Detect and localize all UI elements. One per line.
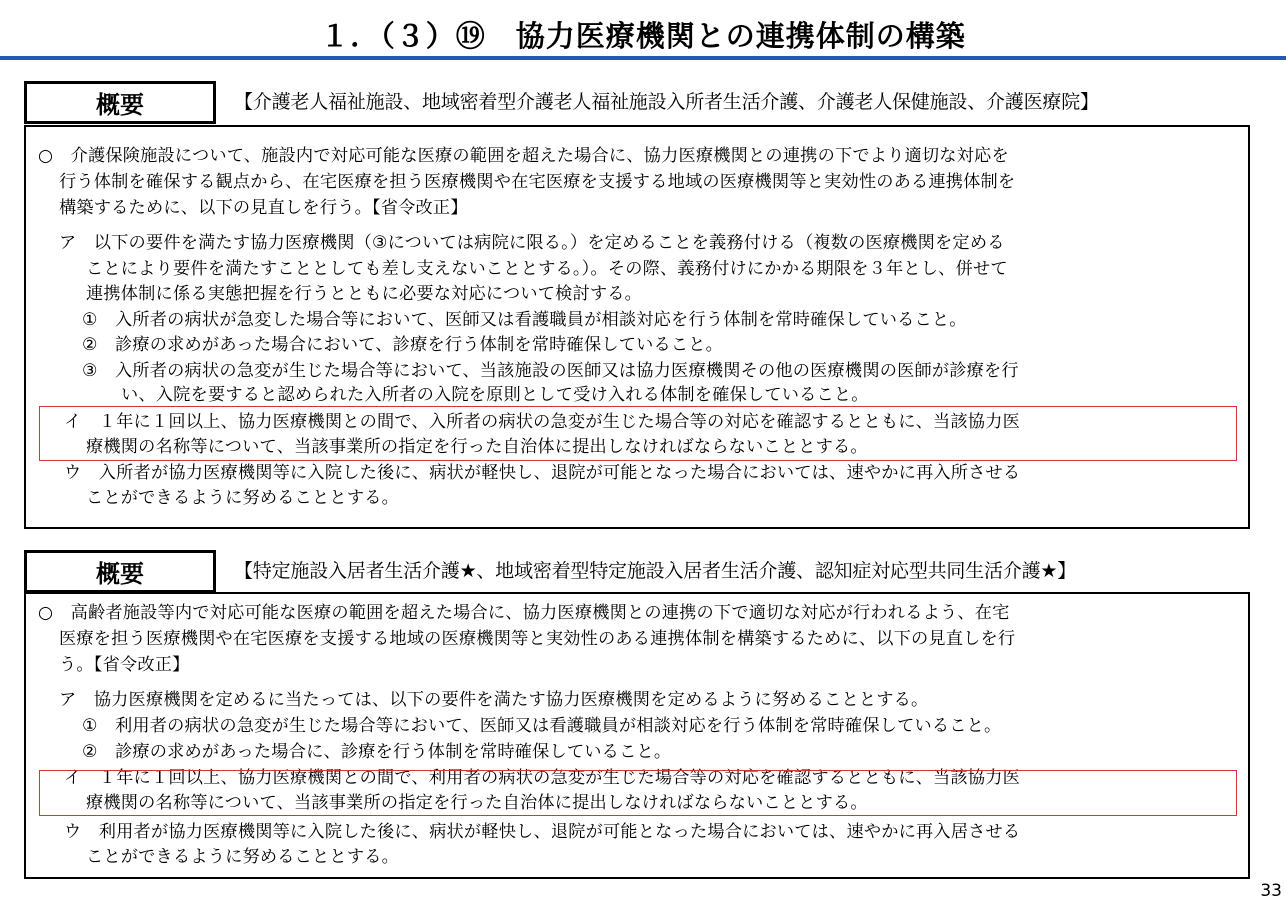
panel-1-line: 療機関の名称等について、当該事業所の指定を行った自治体に提出しなければならないこととする。: [86, 437, 868, 457]
panel-2-line: ウ 利用者が協力医療機関等に入院した後に、病状が軽快し、退院が可能となった場合においては、速やかに再入居させる: [64, 822, 1021, 842]
panel-1-line: イ １年に１回以上、協力医療機関との間で、入所者の病状の急変が生じた場合等の対応を確認するとともに、当該協力医: [64, 412, 1020, 432]
panel-1-highlight-box: [39, 406, 1237, 461]
panel-1-line: 行う体制を確保する観点から、在宅医療を担う医療機関や在宅医療を支援する地域の医療機関等と実効性のある連携体制を: [59, 172, 1016, 192]
panel-1-line: ことができるように努めることとする。: [86, 488, 399, 508]
panel-1-line: ことにより要件を満たすこととしても差し支えないこととする。）。その際、義務付けにかかる期限を３年とし、併せて: [86, 259, 1008, 279]
panel-2-line: ○ 高齢者施設等内で対応可能な医療の範囲を超えた場合に、協力医療機関との連携の下で適切な対応が行われるよう、在宅: [38, 603, 1010, 623]
panel-1-line: ③ 入所者の病状の急変が生じた場合等において、当該施設の医師又は協力医療機関その他の医療機関の医師が診療を行: [82, 361, 1019, 381]
panel-1-header: [24, 81, 1286, 121]
panel-1-line: ① 入所者の病状が急変した場合等において、医師又は看護職員が相談対応を行う体制を常時確保していること。: [82, 310, 967, 330]
panel-1-label: 概要: [24, 81, 216, 124]
panel-2-line: ② 診療の求めがあった場合に、診療を行う体制を常時確保していること。: [82, 742, 672, 762]
title-underline: [0, 56, 1286, 60]
panel-2-line: イ １年に１回以上、協力医療機関との間で、利用者の病状の急変が生じた場合等の対応を確認するとともに、当該協力医: [64, 768, 1020, 788]
panel-2-line: う。【省令改正】: [59, 655, 190, 675]
panel-2-header: [24, 550, 1286, 590]
panel-1-body: [24, 125, 1250, 529]
panel-1-line: 構築するために、以下の見直しを行う。【省令改正】: [59, 198, 468, 218]
panel-1-line: ○ 介護保険施設について、施設内で対応可能な医療の範囲を超えた場合に、協力医療機関との連携の下でより適切な対応を: [38, 146, 1009, 166]
panel-2-line: 医療を担う医療機関や在宅医療を支援する地域の医療機関等と実効性のある連携体制を構築するために、以下の見直しを行: [59, 629, 1016, 649]
page-title: １．（３）⑲ 協力医療機関との連携体制の構築: [320, 19, 966, 53]
panel-1-target: 【介護老人福祉施設、地域密着型介護老人福祉施設入所者生活介護、介護老人保健施設、介護医療院】: [234, 91, 1099, 113]
panel-1-line: 連携体制に係る実態把握を行うとともに必要な対応について検討する。: [86, 284, 643, 304]
panel-1-line: ア 以下の要件を満たす協力医療機関（③については病院に限る。）を定めることを義務付ける（複数の医療機関を定める: [59, 233, 1005, 253]
panel-2-line: ことができるように努めることとする。: [86, 847, 399, 867]
panel-2-body: [24, 592, 1250, 879]
panel-1-line: い、入院を要すると認められた入所者の入院を原則として受け入れる体制を確保していること。: [121, 385, 869, 405]
panel-1-line: ウ 入所者が協力医療機関等に入院した後に、病状が軽快し、退院が可能となった場合においては、速やかに再入所させる: [64, 463, 1021, 483]
panel-2-line: ① 利用者の病状の急変が生じた場合等において、医師又は看護職員が相談対応を行う体制を常時確保していること。: [82, 716, 1002, 736]
panel-2-label: 概要: [24, 550, 216, 593]
panel-2-line: 療機関の名称等について、当該事業所の指定を行った自治体に提出しなければならないこととする。: [86, 793, 868, 813]
panel-2-highlight-box: [39, 770, 1237, 816]
panel-1-line: ② 診療の求めがあった場合において、診療を行う体制を常時確保していること。: [82, 335, 724, 355]
panel-2-line: ア 協力医療機関を定めるに当たっては、以下の要件を満たす協力医療機関を定めるように努めることとする。: [59, 690, 929, 710]
page-number: 33: [1260, 881, 1282, 901]
panel-2-target: 【特定施設入居者生活介護★、地域密着型特定施設入居者生活介護、認知症対応型共同生活介護★】: [234, 560, 1077, 582]
